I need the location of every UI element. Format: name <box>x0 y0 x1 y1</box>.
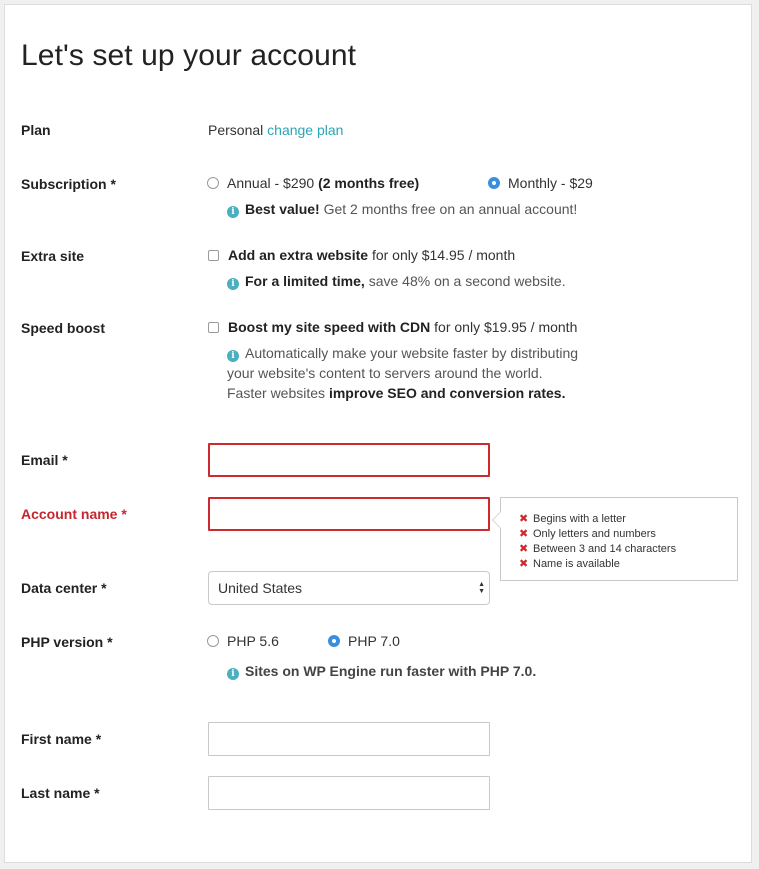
x-icon: ✖ <box>519 528 529 540</box>
subscription-hint-text: Get 2 months free on an annual account! <box>323 201 578 217</box>
php56-option-label: PHP 5.6 <box>227 633 279 649</box>
speed-boost-hint-line3-bold: improve SEO and conversion rates. <box>328 385 566 401</box>
x-icon: ✖ <box>519 558 529 570</box>
extra-site-checkbox-bold: Add an extra website <box>228 247 369 263</box>
select-arrows-icon: ▲ ▼ <box>478 581 485 595</box>
php70-radio[interactable] <box>328 635 340 647</box>
info-icon: i <box>227 278 239 290</box>
php70-option-label: PHP 7.0 <box>348 633 400 649</box>
extra-site-label: Extra site <box>21 248 85 264</box>
rule-item <box>519 557 737 572</box>
annual-radio-option[interactable] <box>207 175 419 191</box>
page-title: Let's set up your account <box>21 39 357 72</box>
extra-site-checkbox[interactable] <box>208 250 219 261</box>
speed-boost-hint-line3: Faster websites <box>227 385 326 401</box>
php-version-label: PHP version * <box>21 634 113 650</box>
plan-label: Plan <box>21 122 51 138</box>
php56-radio[interactable] <box>207 635 219 647</box>
extra-site-hint <box>227 271 566 291</box>
extra-site-checkbox-text: for only $14.95 / month <box>371 247 516 263</box>
first-name-field[interactable] <box>208 722 490 756</box>
speed-boost-hint-line1: Automatically make your website faster by distributing <box>245 345 579 361</box>
plan-value: Personal <box>208 122 264 138</box>
php-version-hint <box>227 661 536 681</box>
monthly-radio-option[interactable] <box>488 175 593 191</box>
data-center-selected-value: United States <box>218 580 303 596</box>
extra-site-hint-text: save 48% on a second website. <box>368 273 566 289</box>
rule-text: Only letters and numbers <box>533 528 656 540</box>
annual-option-extra: (2 months free) <box>318 175 420 191</box>
first-name-label: First name * <box>21 731 102 747</box>
info-icon: i <box>227 206 239 218</box>
last-name-field[interactable] <box>208 776 490 810</box>
change-plan-link[interactable]: change plan <box>267 122 344 138</box>
email-label: Email * <box>21 452 68 468</box>
signup-card <box>4 4 752 863</box>
account-name-label: Account name * <box>21 506 127 522</box>
email-field[interactable] <box>208 443 490 477</box>
annual-radio[interactable] <box>207 177 219 189</box>
subscription-label: Subscription * <box>21 176 116 192</box>
subscription-hint <box>227 199 577 219</box>
x-icon: ✖ <box>519 543 529 555</box>
monthly-option-label: Monthly - $29 <box>508 175 593 191</box>
annual-option-label: Annual - $290 <box>227 175 315 191</box>
rule-item <box>519 527 737 542</box>
last-name-label: Last name * <box>21 785 100 801</box>
php70-radio-option[interactable] <box>328 633 400 649</box>
speed-boost-checkbox-bold: Boost my site speed with CDN <box>228 319 431 335</box>
account-name-field[interactable] <box>208 497 490 531</box>
info-icon: i <box>227 668 239 680</box>
speed-boost-checkbox-text: for only $19.95 / month <box>434 319 578 335</box>
account-name-rules-list <box>501 498 737 572</box>
info-icon: i <box>227 350 239 362</box>
speed-boost-checkbox[interactable] <box>208 322 219 333</box>
data-center-select[interactable] <box>208 571 490 605</box>
php56-radio-option[interactable] <box>207 633 279 649</box>
rule-text: Between 3 and 14 characters <box>533 543 677 555</box>
subscription-hint-bold: Best value! <box>245 201 320 217</box>
plan-value-row <box>208 122 343 138</box>
account-name-rules-popover <box>500 497 738 581</box>
php-version-hint-text: Sites on WP Engine run faster with PHP 7.0. <box>245 663 537 679</box>
speed-boost-checkbox-option[interactable] <box>208 319 577 335</box>
speed-boost-label: Speed boost <box>21 320 106 336</box>
data-center-label: Data center * <box>21 580 107 596</box>
monthly-radio[interactable] <box>488 177 500 189</box>
extra-site-checkbox-option[interactable] <box>208 247 515 263</box>
speed-boost-hint-line2: your website's content to servers around the world. <box>227 365 543 381</box>
rule-text: Name is available <box>533 558 620 570</box>
rule-text: Begins with a letter <box>533 513 626 525</box>
speed-boost-hint <box>227 343 578 403</box>
x-icon: ✖ <box>519 513 529 525</box>
extra-site-hint-bold: For a limited time, <box>245 273 365 289</box>
rule-item <box>519 542 737 557</box>
rule-item <box>519 512 737 527</box>
